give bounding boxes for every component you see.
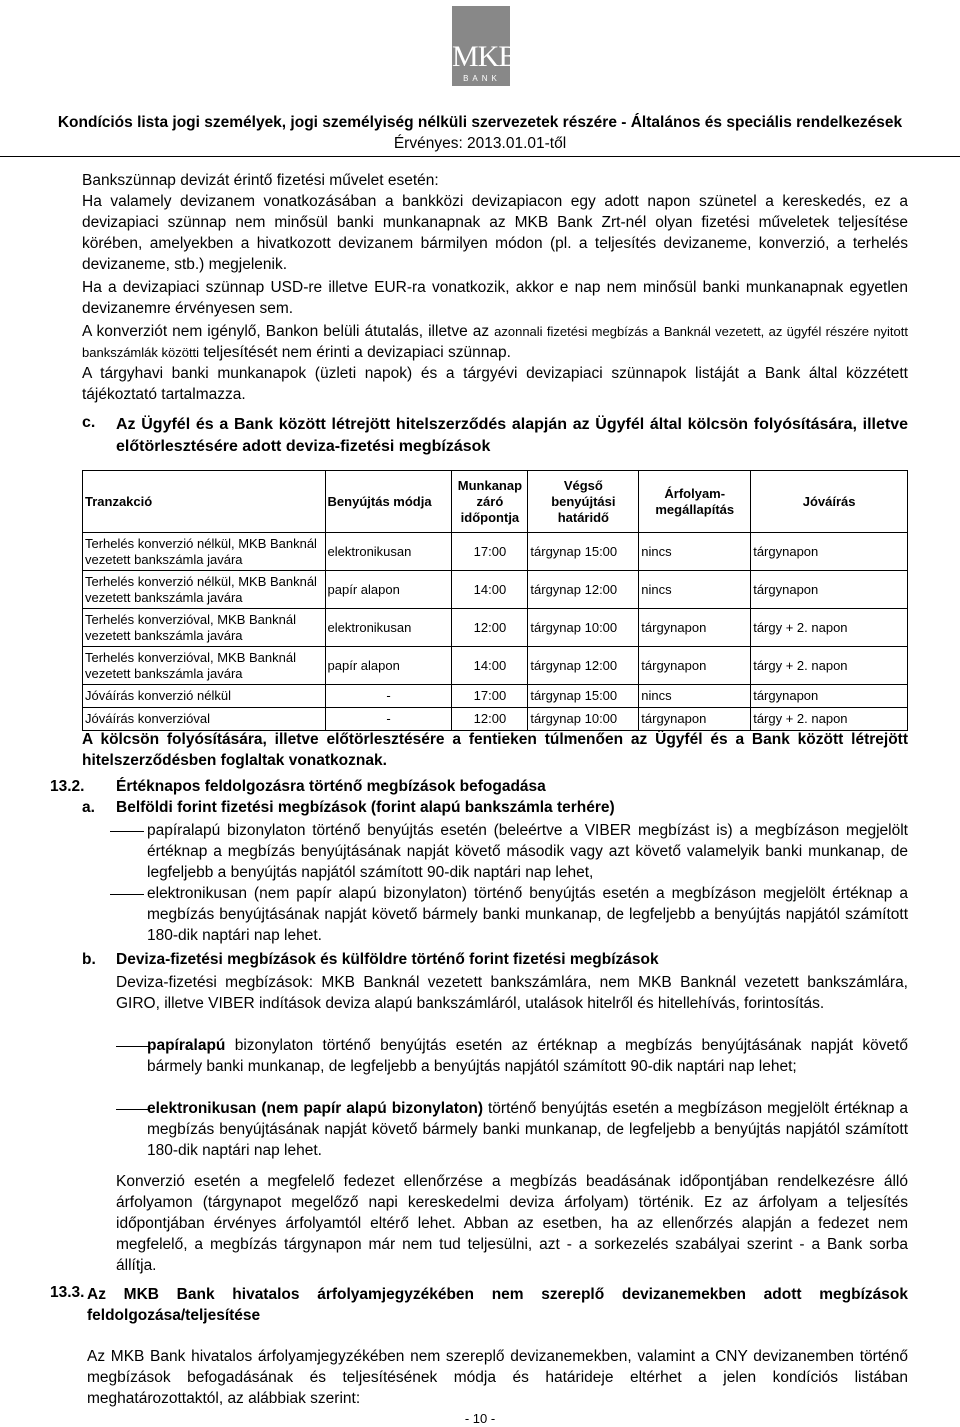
table-cell: papír alapon (325, 647, 452, 685)
table-cell: tárgy + 2. napon (751, 647, 908, 685)
logo-subtext: BANK (463, 74, 501, 83)
table-cell: tárgy + 2. napon (751, 708, 908, 731)
table-cell: tárgynap 15:00 (528, 685, 639, 708)
text-span: azonnali fizetési megbízás a Banknál vezetett, az ügyfél részére nyitott bankszámlák közötti (82, 324, 908, 360)
table-cell: tárgynapon (751, 571, 908, 609)
list-item: elektronikusan (nem papír alapú bizonylaton) történő benyújtás esetén a megbízáson megjelölt értéknap a megbízás benyújtásának napját követő bármely banki munkanap, de legfeljebb a benyújtás napjától számított 180-dik naptári nap lehet. (147, 885, 908, 944)
intro-paragraph: Ha a devizapiaci szünnap USD-re illetve EUR-ra vonatkozik, akkor e nap nem minősül banki munkanapnak egyetlen devizanemre érvényesen sem. (82, 279, 908, 317)
table-cell: tárgynapon (751, 685, 908, 708)
table-cell: tárgynap 12:00 (528, 571, 639, 609)
list-item: papíralapú bizonylaton történő benyújtás esetén (beleértve a VIBER megbízást is) a megbízáson megjelölt értéknap a megbízás benyújtásának napját követő második vagy azt követő valamelyik banki munkanap, de legfeljebb a benyújtás napjától számított 90-dik naptári nap lehet, (147, 822, 908, 881)
table-cell: tárgynapon (639, 708, 751, 731)
list-item (147, 1098, 908, 1161)
subsection-title: Deviza-fizetési megbízások és külföldre történő forint fizetési megbízások (116, 951, 659, 968)
table-cell: 14:00 (452, 571, 528, 609)
table-cell: 14:00 (452, 647, 528, 685)
table-cell: Terhelés konverzióval, MKB Banknál vezetett bankszámla javára (83, 647, 326, 685)
page-number: - 10 - (464, 1411, 496, 1426)
section-title: Értéknapos feldolgozásra történő megbízások befogadása (116, 778, 546, 795)
dash-bullet (116, 1046, 150, 1047)
section-number: 13.3. (50, 1284, 85, 1301)
table-cell: papír alapon (325, 571, 452, 609)
table-cell: tárgynap 12:00 (528, 647, 639, 685)
table-header-cell: Tranzakció (83, 471, 326, 533)
table-cell: tárgynap 10:00 (528, 609, 639, 647)
table-cell: 17:00 (452, 533, 528, 571)
table-row (83, 708, 908, 731)
intro-paragraph: A tárgyhavi banki munkanapok (üzleti napok) és a tárgyévi devizapiaci szünnapok listáját a Bank által közzétett tájékoztató tartalmazza. (82, 365, 908, 403)
subsection-letter: b. (82, 951, 96, 968)
table-cell: Jóváírás konverzióval (83, 708, 326, 731)
table-cell: tárgy + 2. napon (751, 609, 908, 647)
table-header-cell: Árfolyam-megállapítás (639, 471, 751, 533)
table-row (83, 647, 908, 685)
text-span: bizonylaton történő benyújtás esetén az értéknap a megbízás benyújtásának napját követő bármely banki munkanap, de legfeljebb a benyújtás napjától számított 90-dik naptári nap lehet; (147, 1037, 909, 1075)
subsection-letter: a. (82, 799, 95, 816)
text-span: A konverziót nem igénylő, Bankon belüli átutalás, illetve az (82, 323, 490, 340)
table-row (83, 609, 908, 647)
table-cell: tárgynap 15:00 (528, 533, 639, 571)
table-cell: Terhelés konverzió nélkül, MKB Banknál vezetett bankszámla javára (83, 533, 326, 571)
table-header-cell: Benyújtás módja (325, 471, 452, 533)
table-cell: nincs (639, 685, 751, 708)
text-span: elektronikusan (nem papír alapú bizonylaton) (147, 1100, 483, 1117)
dash-bullet (116, 1109, 150, 1110)
table-header-cell: Munkanap záró időpontja (452, 471, 528, 533)
table-cell: tárgynapon (751, 533, 908, 571)
text-span: papíralapú (147, 1037, 226, 1054)
section-letter: c. (82, 414, 96, 431)
table-header-cell: Jóváírás (751, 471, 908, 533)
list-item (147, 1035, 908, 1077)
mkb-bank-logo (452, 6, 518, 86)
table-row (83, 685, 908, 708)
subsection-title: Belföldi forint fizetési megbízások (forint alapú bankszámla terhére) (116, 799, 615, 816)
section-title: Az Ügyfél és a Bank között létrejött hitelszerződés alapján az Ügyfél által kölcsön folyósítására, illetve előtörlesztésére adott deviza-fizetési megbízások (116, 416, 908, 455)
paragraph: Konverzió esetén a megfelelő fedezet ellenőrzése a megbízás beadásának időpontjában rendelkezésre álló árfolyamon (tárgynapot megelőző napi kereskedelmi deviza árfolyam) történik. Ez az árfolyam a teljesítés időpontjában érvényes árfolyamtól eltérő lehet. Abban az esetben, ha az ellenőrzés alapján a fedezet nem megfelelő, a megbízás tárgynapon már nem tud teljesülni, azt - a sorkezelés szabályai szerint - a Bank sorba állítja. (116, 1173, 908, 1274)
intro-block (82, 170, 908, 405)
intro-paragraph: Ha valamely devizanem vonatkozásában a bankközi devizapiacon egy adott napon szünetel a kereskedés, ez a devizapiaci szünnap nem minősül banki munkanapnak az MKB Bank Zrt-nél olyan fizetési műveletek teljesítése körében, amelyekben a hivatkozott devizanem bármilyen módon (pl. a teljesítés devizaneme, konverzió, a terhelés devizaneme, stb.) megjelenik. (82, 193, 908, 273)
table-note: A kölcsön folyósítására, illetve előtörlesztésére a fentieken túlmenően az Ügyfél és a Bank között létrejött hitelszerződésben foglaltak vonatkoznak. (82, 731, 908, 769)
header-divider (0, 156, 960, 157)
table-header-row (83, 471, 908, 533)
table-cell: Terhelés konverzióval, MKB Banknál vezetett bankszámla javára (83, 609, 326, 647)
intro-heading: Bankszünnap devizát érintő fizetési művelet esetén: (82, 172, 439, 189)
valid-from: Érvényes: 2013.01.01-től (393, 135, 567, 152)
table-cell: 12:00 (452, 708, 528, 731)
table-cell: 12:00 (452, 609, 528, 647)
paragraph: Az MKB Bank hivatalos árfolyamjegyzékében nem szereplő devizanemekben, valamint a CNY devizanemben történő megbízások befogadásának és teljesítésének módja és határideje eltérhet a jelen kondíciós listában meghatározottaktól, az alábbiak szerint: (87, 1348, 908, 1407)
table-cell: Jóváírás konverzió nélkül (83, 685, 326, 708)
table-row (83, 571, 908, 609)
text-span: teljesítését nem érinti a devizapiaci szünnap. (203, 344, 511, 361)
text-span: történő benyújtás esetén a megbízáson megjelölt értéknap a megbízás benyújtásának napját követő bármely banki munkanap, de legfeljebb a benyújtás napjától számított 180-dik naptári nap lehet. (147, 1100, 908, 1159)
table-cell: elektronikusan (325, 609, 452, 647)
section-title: Az MKB Bank hivatalos árfolyamjegyzékében nem szereplő devizanemekben adott megbízások feldolgozása/teljesítése (87, 1286, 908, 1324)
logo-text: MKB (452, 40, 518, 73)
paragraph: Deviza-fizetési megbízások: MKB Banknál vezetett bankszámlára, nem MKB Banknál vezetett bankszámlára, GIRO, illetve VIBER indítások deviza alapú bankszámláról, utalások hitelről és hitellehívás, forintosítás. (116, 974, 908, 1012)
table-cell: Terhelés konverzió nélkül, MKB Banknál vezetett bankszámla javára (83, 571, 326, 609)
intro-paragraph (82, 321, 908, 363)
table-header-cell: Végső benyújtási határidő (528, 471, 639, 533)
table-cell: 17:00 (452, 685, 528, 708)
table-cell: elektronikusan (325, 533, 452, 571)
table-cell: - (325, 685, 452, 708)
table-cell: tárgynapon (639, 609, 751, 647)
section-number: 13.2. (50, 778, 85, 795)
table-cell: tárgynapon (639, 647, 751, 685)
table-cell: nincs (639, 533, 751, 571)
dash-bullet (110, 831, 144, 832)
transaction-table (82, 470, 908, 731)
table-row (83, 533, 908, 571)
table-cell: tárgynap 10:00 (528, 708, 639, 731)
table-cell: nincs (639, 571, 751, 609)
table-cell: - (325, 708, 452, 731)
dash-bullet (110, 894, 144, 895)
document-title: Kondíciós lista jogi személyek, jogi személyiség nélküli szervezetek részére - Általános és speciális rendelkezések (57, 114, 903, 131)
